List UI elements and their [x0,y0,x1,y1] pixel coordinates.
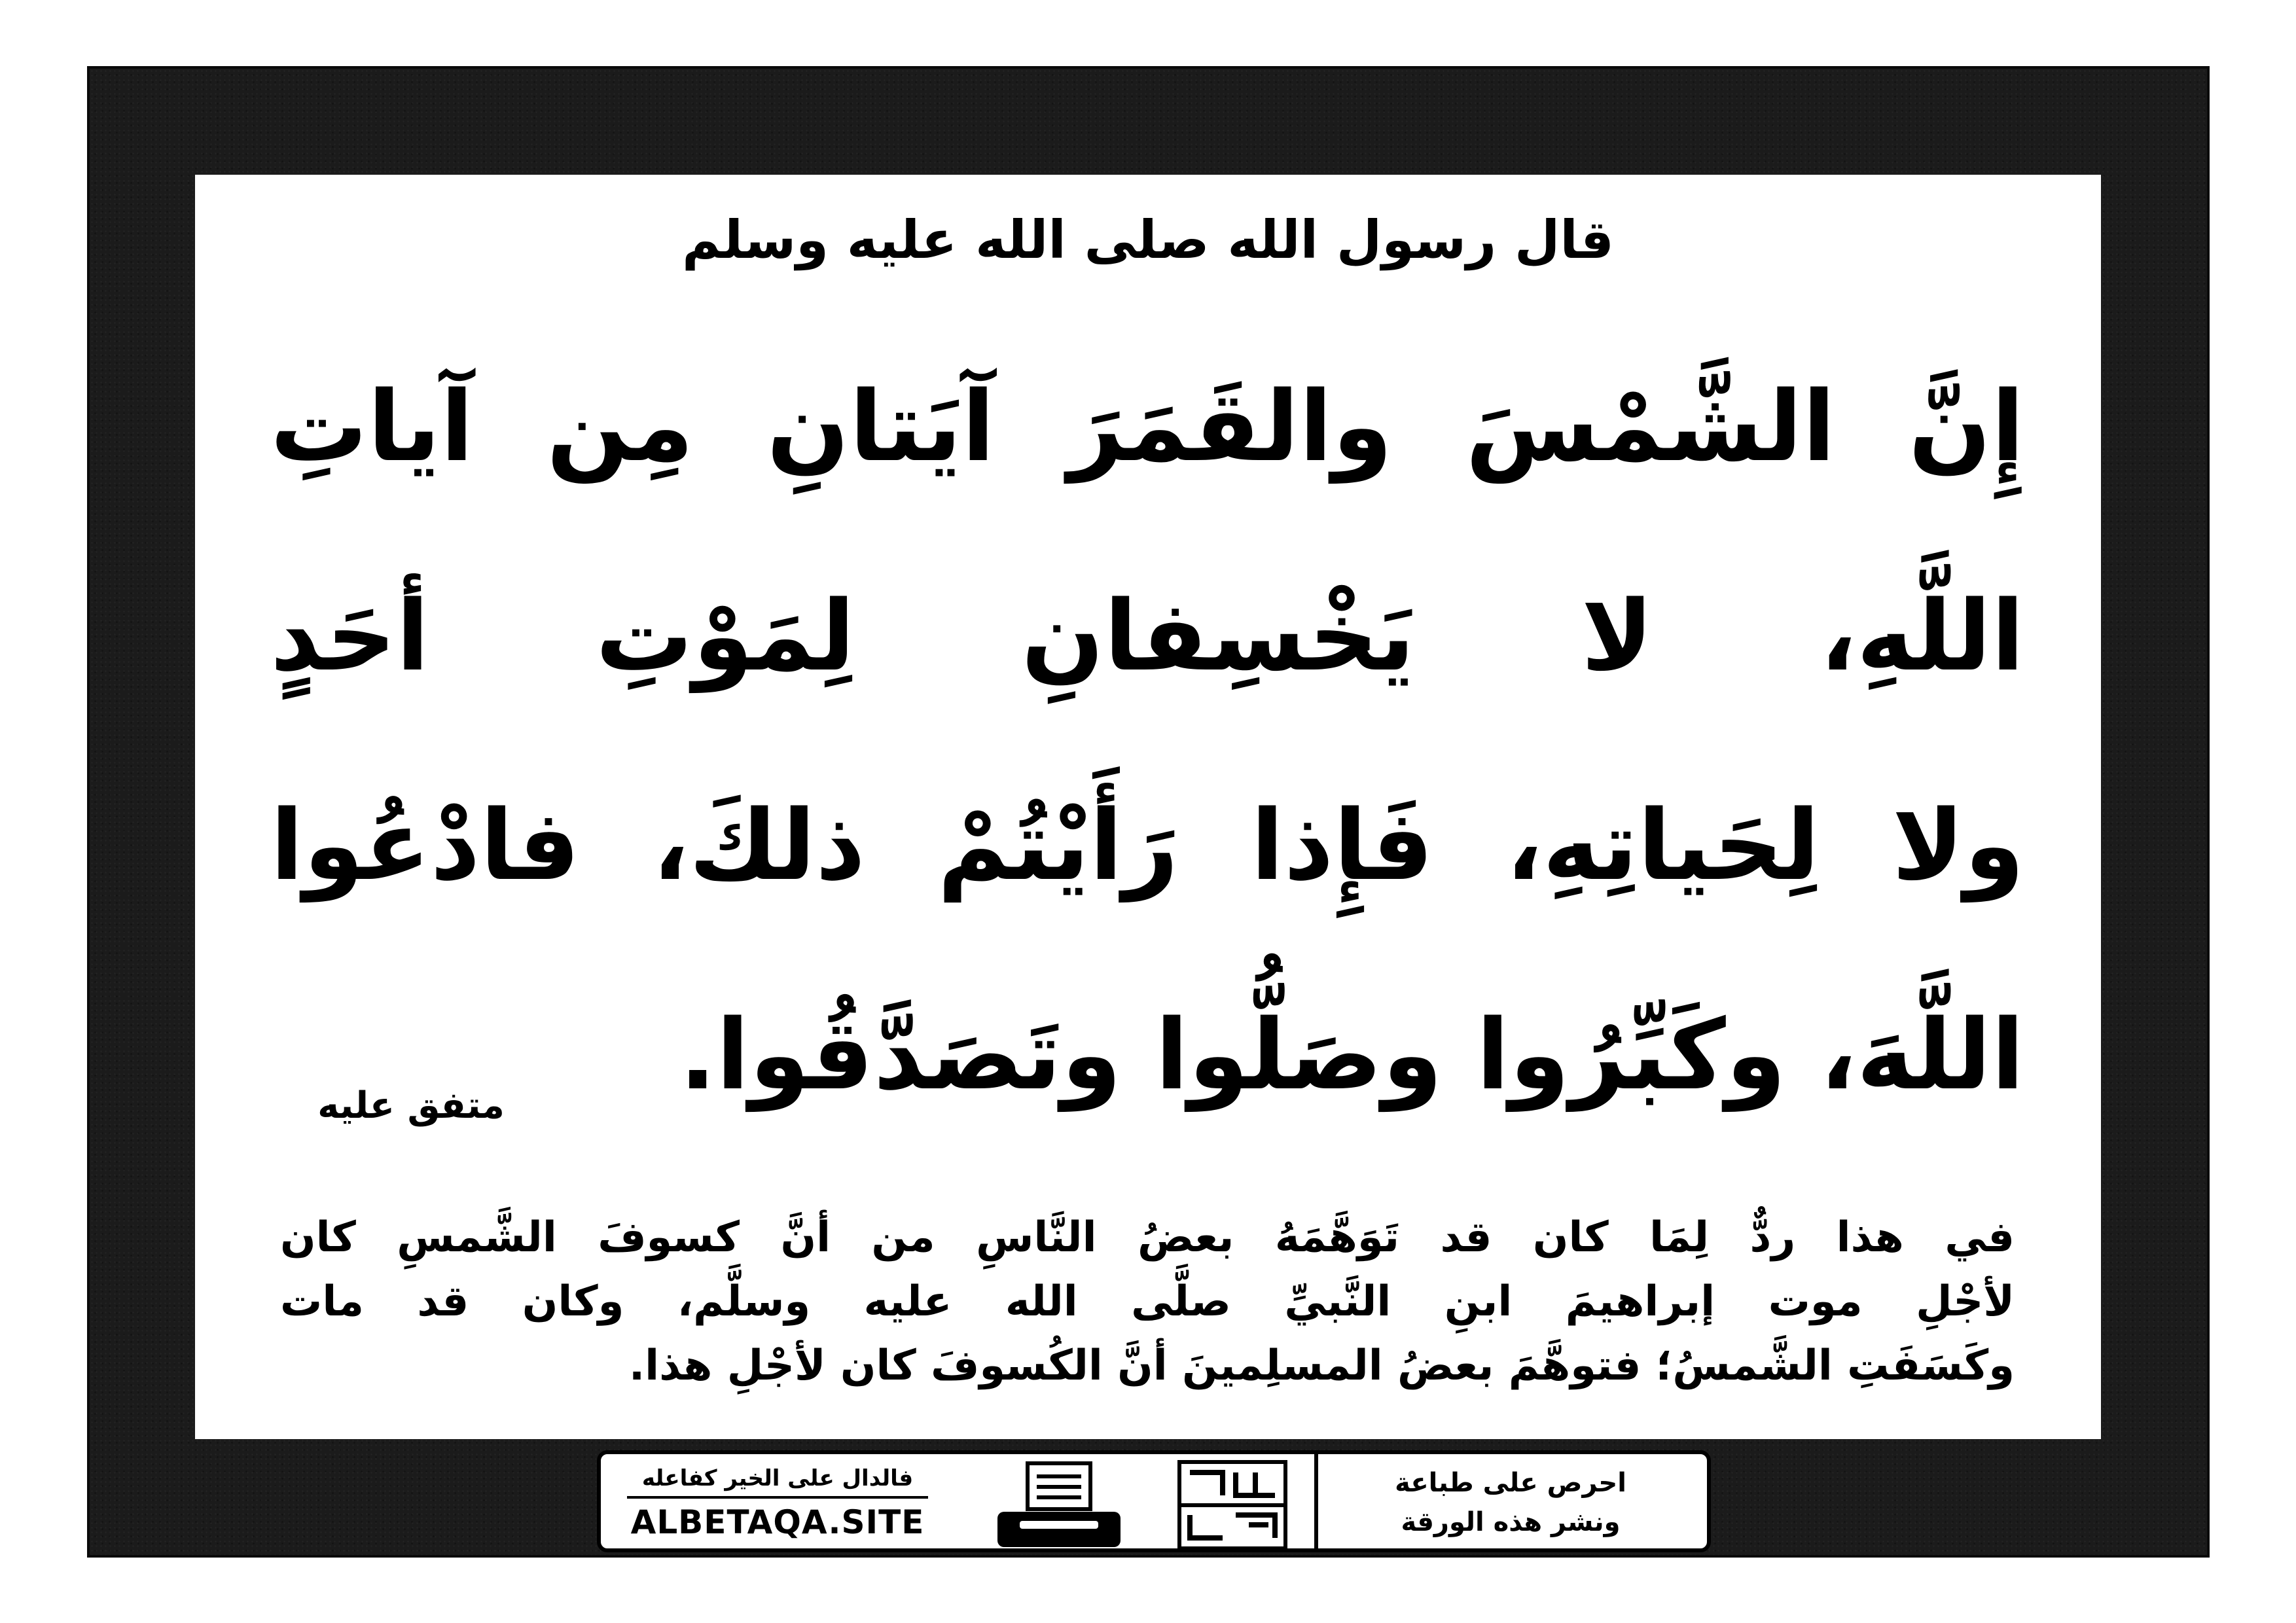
content-panel [195,175,2101,1439]
footer-banner [597,1450,1711,1552]
footer-note-line-1: احرص على طباعة [1395,1468,1626,1498]
site-url[interactable]: ALBETAQA.SITE [630,1503,925,1541]
footer-motto: فالدال على الخير كفاعله [627,1461,928,1499]
commentary-line-1: في هذا ردٌّ لِمَا كان قد تَوَهَّمَهُ بعضُ النَّاسِ من أنَّ كسوفَ الشَّمسِ كان [280,1213,2015,1262]
footer-note [1327,1463,1694,1542]
footer-divider [1314,1454,1318,1548]
hadith-line-4: اللَّهَ، وكَبِّرُوا وصَلُّوا وتَصَدَّقُوا. [679,999,2024,1111]
page-title: قال رسول الله صلى الله عليه وسلم [682,209,1614,270]
footer-site-block [614,1461,941,1546]
hadith-text [270,329,2024,1166]
dawat-alwaraqa-logo [1177,1459,1288,1551]
hadith-line-1: إِنَّ الشَّمْسَ والقَمَرَ آيَتانِ مِن آياتِ [270,370,2024,483]
printer-icon [994,1461,1124,1550]
commentary [280,1205,2015,1398]
hadith-line-2: اللَّهِ، لا يَخْسِفانِ لِمَوْتِ أحَدٍ [270,580,2024,692]
hadith-line-3: ولا لِحَياتِهِ، فَإِذا رَأَيْتُمْ ذلكَ، فادْعُوا [270,789,2024,902]
footer-note-line-2: ونشر هذه الورقة [1401,1507,1621,1537]
commentary-line-3: وكَسَفَتِ الشَّمسُ؛ فتوهَّمَ بعضُ المسلِمينَ أنَّ الكُسوفَ كان لأجْلِ هذا. [628,1342,2015,1390]
commentary-line-2: لأجْلِ موت إبراهيمَ ابنِ النَّبيِّ صلَّى الله عليه وسلَّم، وكان قد مات [280,1277,2015,1326]
hadith-source: متفق عليه [317,1084,505,1127]
